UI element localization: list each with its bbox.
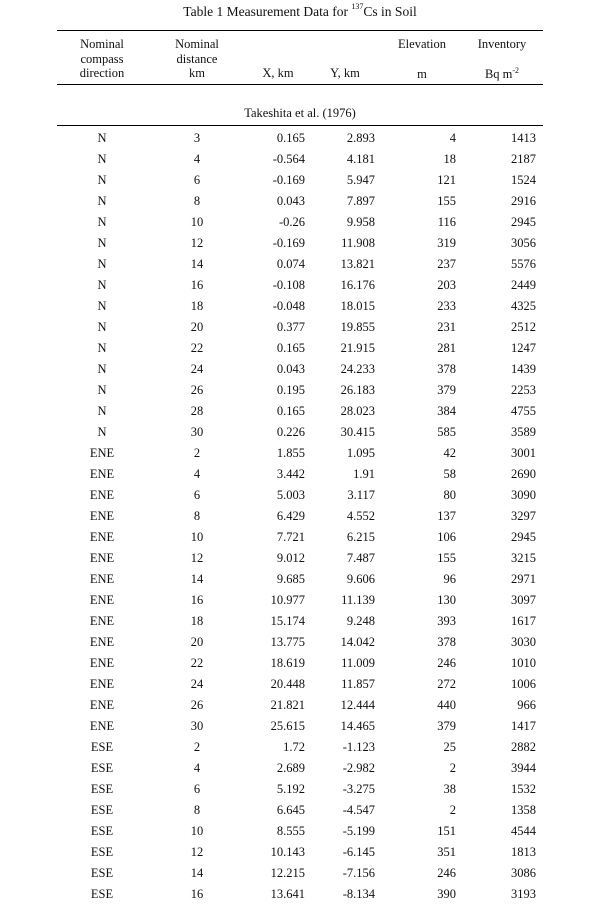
cell-y: -4.547 <box>342 803 375 817</box>
cell-direction: N <box>97 236 107 250</box>
cell-distance: 16 <box>190 593 204 607</box>
header-inventory-unit: Bq m <box>484 66 513 81</box>
cell-distance: 8 <box>193 509 201 523</box>
header-inventory-line1: Inventory <box>477 37 527 51</box>
cell-elevation: 18 <box>443 152 456 166</box>
cell-distance: 8 <box>193 194 201 208</box>
table-row <box>0 612 600 633</box>
cell-elevation: 281 <box>437 341 456 355</box>
cell-y: 3.117 <box>347 488 375 502</box>
cell-elevation: 319 <box>437 236 456 250</box>
table-row <box>0 150 600 171</box>
cell-inventory: 3090 <box>511 488 536 502</box>
cell-direction: ENE <box>89 656 115 670</box>
cell-y: 26.183 <box>340 383 375 397</box>
cell-distance: 20 <box>190 320 204 334</box>
cell-direction: N <box>97 404 107 418</box>
cell-y: 6.215 <box>346 530 375 544</box>
cell-direction: ESE <box>90 803 114 817</box>
cell-inventory: 2916 <box>511 194 536 208</box>
cell-x: 8.555 <box>276 824 305 838</box>
cell-elevation: 378 <box>437 362 456 376</box>
cell-inventory: 4325 <box>511 299 536 313</box>
cell-elevation: 384 <box>437 404 456 418</box>
cell-elevation: 379 <box>437 719 456 733</box>
cell-x: 12.215 <box>270 866 305 880</box>
cell-elevation: 80 <box>443 488 456 502</box>
cell-y: 11.908 <box>341 236 375 250</box>
cell-elevation: 351 <box>437 845 456 859</box>
cell-distance: 20 <box>190 635 204 649</box>
cell-inventory: 3193 <box>511 887 536 901</box>
cell-y: 1.095 <box>346 446 375 460</box>
cell-y: -1.123 <box>342 740 375 754</box>
cell-x: 0.195 <box>276 383 305 397</box>
cell-direction: N <box>97 215 107 229</box>
cell-y: -7.156 <box>342 866 375 880</box>
cell-distance: 30 <box>190 425 204 439</box>
header-distance-line3: km <box>189 66 205 80</box>
cell-direction: ENE <box>89 509 115 523</box>
table-row <box>0 423 600 444</box>
cell-y: -6.145 <box>342 845 375 859</box>
cell-distance: 4 <box>193 152 201 166</box>
cell-direction: ENE <box>89 446 115 460</box>
cell-direction: N <box>97 425 107 439</box>
cell-elevation: 155 <box>437 551 456 565</box>
table-row <box>0 801 600 822</box>
cell-inventory: 1010 <box>511 656 536 670</box>
cell-y: 11.857 <box>341 677 375 691</box>
cell-inventory: 3297 <box>511 509 536 523</box>
source-rule <box>57 125 543 126</box>
cell-direction: N <box>97 131 107 145</box>
cell-distance: 4 <box>193 761 201 775</box>
cell-x: 9.012 <box>276 551 305 565</box>
cell-elevation: 42 <box>443 446 456 460</box>
cell-distance: 8 <box>193 803 201 817</box>
table-row <box>0 759 600 780</box>
table-row <box>0 843 600 864</box>
cell-distance: 12 <box>190 236 204 250</box>
cell-x: -0.108 <box>272 278 305 292</box>
cell-direction: N <box>97 299 107 313</box>
cell-direction: ENE <box>89 467 115 481</box>
cell-elevation: 233 <box>437 299 456 313</box>
cell-distance: 10 <box>190 215 204 229</box>
cell-inventory: 3086 <box>511 866 536 880</box>
cell-inventory: 1524 <box>511 173 536 187</box>
table-row <box>0 654 600 675</box>
cell-y: 21.915 <box>340 341 375 355</box>
cell-elevation: 151 <box>437 824 456 838</box>
cell-elevation: 393 <box>437 614 456 628</box>
table-row <box>0 717 600 738</box>
cell-inventory: 4544 <box>511 824 536 838</box>
table-row <box>0 234 600 255</box>
table-row <box>0 822 600 843</box>
cell-direction: ESE <box>90 824 114 838</box>
table-row <box>0 192 600 213</box>
cell-y: 5.947 <box>346 173 375 187</box>
cell-inventory: 3215 <box>511 551 536 565</box>
cell-direction: ESE <box>90 740 114 754</box>
cell-y: 4.552 <box>346 509 375 523</box>
header-y: Y, km <box>330 66 360 80</box>
cell-y: 9.958 <box>346 215 375 229</box>
cell-direction: ESE <box>90 761 114 775</box>
cell-y: 11.009 <box>341 656 375 670</box>
table-row <box>0 213 600 234</box>
table-row <box>0 297 600 318</box>
cell-y: -5.199 <box>342 824 375 838</box>
cell-x: 21.821 <box>270 698 305 712</box>
cell-x: 1.72 <box>283 740 305 754</box>
cell-inventory: 3056 <box>511 236 536 250</box>
header-x: X, km <box>262 66 294 80</box>
cell-inventory: 1439 <box>511 362 536 376</box>
cell-direction: N <box>97 257 107 271</box>
cell-elevation: 203 <box>437 278 456 292</box>
cell-direction: N <box>97 173 107 187</box>
cell-distance: 26 <box>190 383 204 397</box>
cell-direction: ESE <box>90 866 114 880</box>
cell-distance: 14 <box>190 572 204 586</box>
cell-inventory: 1006 <box>511 677 536 691</box>
cell-x: 18.619 <box>270 656 305 670</box>
table-row <box>0 129 600 150</box>
cell-inventory: 1813 <box>511 845 536 859</box>
cell-distance: 24 <box>190 362 204 376</box>
cell-inventory: 2971 <box>511 572 536 586</box>
cell-distance: 12 <box>190 845 204 859</box>
table-row <box>0 171 600 192</box>
cell-elevation: 390 <box>437 887 456 901</box>
table-row <box>0 339 600 360</box>
cell-x: -0.048 <box>272 299 305 313</box>
table-row <box>0 486 600 507</box>
cell-distance: 24 <box>190 677 204 691</box>
cell-x: 0.043 <box>276 362 305 376</box>
cell-distance: 10 <box>190 824 204 838</box>
cell-y: 11.139 <box>341 593 375 607</box>
data-table-body <box>0 129 600 906</box>
cell-y: 30.415 <box>340 425 375 439</box>
cell-x: -0.169 <box>272 236 305 250</box>
table-row <box>0 738 600 759</box>
data-source-label: Takeshita et al. (1976) <box>244 106 356 120</box>
cell-y: 13.821 <box>340 257 375 271</box>
cell-y: 9.248 <box>346 614 375 628</box>
cell-x: 0.165 <box>276 341 305 355</box>
cell-x: 25.615 <box>270 719 305 733</box>
cell-x: 0.043 <box>276 194 305 208</box>
cell-x: 5.003 <box>276 488 305 502</box>
table-row <box>0 276 600 297</box>
cell-y: 24.233 <box>340 362 375 376</box>
cell-inventory: 2945 <box>511 530 536 544</box>
cell-x: 10.977 <box>270 593 305 607</box>
cell-elevation: 4 <box>449 131 456 145</box>
cell-elevation: 130 <box>437 593 456 607</box>
cell-distance: 18 <box>190 614 204 628</box>
table-row <box>0 360 600 381</box>
cell-inventory: 4755 <box>511 404 536 418</box>
cell-direction: N <box>97 383 107 397</box>
cell-x: -0.564 <box>272 152 305 166</box>
table-row <box>0 465 600 486</box>
cell-direction: ESE <box>90 845 114 859</box>
cell-elevation: 378 <box>437 635 456 649</box>
cell-inventory: 2882 <box>511 740 536 754</box>
cell-x: -0.26 <box>278 215 305 229</box>
cell-distance: 6 <box>193 173 201 187</box>
cell-inventory: 2945 <box>511 215 536 229</box>
cell-elevation: 237 <box>437 257 456 271</box>
table-row <box>0 318 600 339</box>
cell-inventory: 2690 <box>511 467 536 481</box>
cell-direction: ENE <box>89 593 115 607</box>
table-row <box>0 780 600 801</box>
cell-y: 1.91 <box>353 467 375 481</box>
title-isotope-mass: 137 <box>351 2 364 11</box>
cell-inventory: 1417 <box>511 719 536 733</box>
cell-y: 12.444 <box>340 698 375 712</box>
table-row <box>0 675 600 696</box>
cell-inventory: 3944 <box>511 761 536 775</box>
table-row <box>0 633 600 654</box>
cell-y: -8.134 <box>342 887 375 901</box>
cell-x: 0.165 <box>276 131 305 145</box>
cell-inventory: 2449 <box>511 278 536 292</box>
table-row <box>0 381 600 402</box>
cell-x: 1.855 <box>276 446 305 460</box>
title-suffix: Cs in Soil <box>363 4 417 19</box>
cell-inventory: 2512 <box>511 320 536 334</box>
cell-inventory: 2187 <box>511 152 536 166</box>
cell-x: 6.645 <box>276 803 305 817</box>
cell-distance: 3 <box>193 131 201 145</box>
cell-elevation: 379 <box>437 383 456 397</box>
header-elevation-line2: m <box>417 66 427 81</box>
cell-x: 13.775 <box>270 635 305 649</box>
cell-inventory: 3097 <box>511 593 536 607</box>
header-distance-line2: distance <box>176 51 218 66</box>
cell-inventory: 1413 <box>511 131 536 145</box>
cell-elevation: 38 <box>443 782 456 796</box>
cell-direction: ENE <box>89 530 115 544</box>
cell-elevation: 25 <box>443 740 456 754</box>
cell-x: 10.143 <box>270 845 305 859</box>
cell-direction: N <box>97 320 107 334</box>
cell-direction: N <box>97 278 107 292</box>
cell-direction: N <box>97 152 107 166</box>
cell-x: 0.226 <box>276 425 305 439</box>
cell-inventory: 3589 <box>511 425 536 439</box>
cell-x: 0.377 <box>276 320 305 334</box>
cell-x: 9.685 <box>276 572 305 586</box>
header-inventory-exponent: -2 <box>512 65 520 75</box>
cell-distance: 14 <box>190 866 204 880</box>
top-rule <box>57 30 543 31</box>
cell-y: 19.855 <box>340 320 375 334</box>
table-row <box>0 507 600 528</box>
cell-elevation: 116 <box>437 215 456 229</box>
cell-elevation: 155 <box>437 194 456 208</box>
cell-direction: ENE <box>89 677 115 691</box>
cell-y: 7.897 <box>346 194 375 208</box>
table-title <box>0 4 600 20</box>
cell-elevation: 2 <box>449 761 456 775</box>
header-direction <box>62 37 142 81</box>
cell-direction: ENE <box>89 488 115 502</box>
cell-x: 13.641 <box>270 887 305 901</box>
cell-direction: ENE <box>89 551 115 565</box>
cell-y: 4.181 <box>346 152 375 166</box>
cell-elevation: 58 <box>443 467 456 481</box>
cell-elevation: 440 <box>437 698 456 712</box>
table-row <box>0 864 600 885</box>
cell-elevation: 96 <box>443 572 456 586</box>
cell-elevation: 272 <box>437 677 456 691</box>
cell-y: 28.023 <box>340 404 375 418</box>
cell-x: 3.442 <box>276 467 305 481</box>
cell-x: 7.721 <box>276 530 305 544</box>
cell-inventory: 3001 <box>511 446 536 460</box>
cell-direction: ENE <box>89 698 115 712</box>
header-direction-line2: compass <box>80 51 124 66</box>
cell-distance: 2 <box>193 740 201 754</box>
cell-direction: N <box>97 194 107 208</box>
cell-elevation: 246 <box>437 656 456 670</box>
cell-y: 2.893 <box>346 131 375 145</box>
cell-direction: ESE <box>90 782 114 796</box>
cell-y: 14.465 <box>340 719 375 733</box>
cell-elevation: 246 <box>437 866 456 880</box>
table-row <box>0 255 600 276</box>
cell-elevation: 121 <box>437 173 456 187</box>
cell-x: 15.174 <box>270 614 305 628</box>
cell-distance: 26 <box>190 698 204 712</box>
cell-inventory: 1358 <box>511 803 536 817</box>
header-elevation-line1: Elevation <box>398 37 446 51</box>
header-inventory <box>462 37 542 81</box>
cell-distance: 6 <box>193 488 201 502</box>
cell-y: 9.606 <box>346 572 375 586</box>
cell-direction: ENE <box>89 572 115 586</box>
header-distance-line1: Nominal <box>175 37 219 51</box>
cell-distance: 4 <box>193 467 201 481</box>
cell-x: 6.429 <box>276 509 305 523</box>
cell-direction: ESE <box>90 887 114 901</box>
table-row <box>0 696 600 717</box>
cell-inventory: 1247 <box>511 341 536 355</box>
cell-distance: 16 <box>190 887 204 901</box>
cell-direction: ENE <box>89 719 115 733</box>
cell-y: 18.015 <box>340 299 375 313</box>
cell-elevation: 137 <box>437 509 456 523</box>
cell-inventory: 5576 <box>511 257 536 271</box>
cell-x: 0.074 <box>276 257 305 271</box>
cell-direction: N <box>97 362 107 376</box>
cell-elevation: 231 <box>437 320 456 334</box>
title-prefix: Table 1 Measurement Data for <box>183 4 352 19</box>
cell-elevation: 2 <box>449 803 456 817</box>
table-row <box>0 549 600 570</box>
cell-direction: ENE <box>89 635 115 649</box>
table-row <box>0 528 600 549</box>
cell-distance: 22 <box>190 341 204 355</box>
cell-direction: N <box>97 341 107 355</box>
cell-inventory: 1532 <box>511 782 536 796</box>
cell-y: 14.042 <box>340 635 375 649</box>
cell-distance: 16 <box>190 278 204 292</box>
cell-inventory: 966 <box>517 698 536 712</box>
cell-x: 0.165 <box>276 404 305 418</box>
cell-inventory: 1617 <box>511 614 536 628</box>
table-row <box>0 444 600 465</box>
header-elevation <box>380 37 464 81</box>
cell-y: 16.176 <box>340 278 375 292</box>
header-direction-line1: Nominal <box>80 37 124 51</box>
cell-distance: 14 <box>190 257 204 271</box>
cell-y: -3.275 <box>342 782 375 796</box>
table-row <box>0 570 600 591</box>
cell-distance: 28 <box>190 404 204 418</box>
header-distance <box>157 37 237 81</box>
cell-distance: 30 <box>190 719 204 733</box>
cell-distance: 12 <box>190 551 204 565</box>
cell-distance: 6 <box>193 782 201 796</box>
cell-distance: 2 <box>193 446 201 460</box>
header-direction-line3: direction <box>79 66 125 80</box>
cell-distance: 10 <box>190 530 204 544</box>
cell-y: -2.982 <box>342 761 375 775</box>
cell-y: 7.487 <box>346 551 375 565</box>
cell-distance: 18 <box>190 299 204 313</box>
cell-x: 20.448 <box>270 677 305 691</box>
cell-x: -0.169 <box>272 173 305 187</box>
cell-elevation: 585 <box>437 425 456 439</box>
table-row <box>0 402 600 423</box>
table-row <box>0 885 600 906</box>
cell-x: 2.689 <box>276 761 305 775</box>
cell-inventory: 3030 <box>511 635 536 649</box>
header-rule <box>57 84 543 85</box>
cell-inventory: 2253 <box>511 383 536 397</box>
cell-elevation: 106 <box>437 530 456 544</box>
cell-x: 5.192 <box>276 782 305 796</box>
cell-distance: 22 <box>190 656 204 670</box>
cell-direction: ENE <box>89 614 115 628</box>
table-row <box>0 591 600 612</box>
